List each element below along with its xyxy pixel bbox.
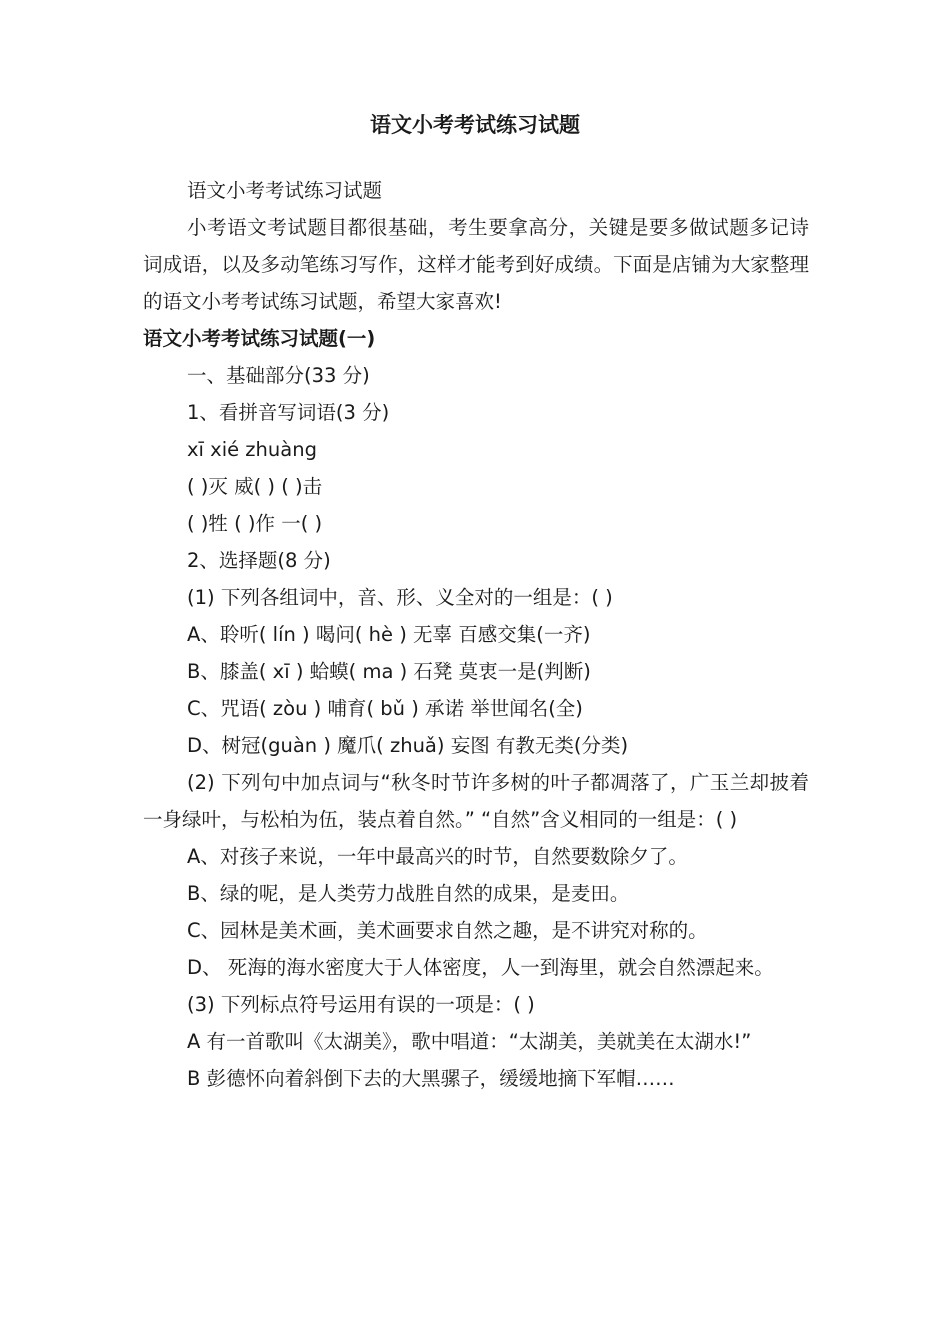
paragraph: C、园林是美术画，美术画要求自然之趣，是不讲究对称的。	[187, 919, 708, 942]
paragraph: (3) 下列标点符号运用有误的一项是：( )	[187, 993, 535, 1016]
paragraph: 1、看拼音写词语(3 分)	[187, 401, 390, 424]
paragraph: B、绿的呢，是人类劳力战胜自然的成果，是麦田。	[187, 882, 630, 905]
paragraph: ( )灭 威( ) ( )击	[187, 475, 323, 498]
paragraph: A、聆听( lín ) 喝问( hè ) 无辜 百感交集(一齐)	[187, 623, 591, 646]
paragraph: 语文小考考试练习试题	[187, 179, 383, 202]
section-heading: 语文小考考试练习试题(一)	[143, 327, 376, 350]
paragraph: ( )牲 ( )作 一( )	[187, 512, 323, 535]
paragraph: B 彭德怀向着斜倒下去的大黑骡子，缓缓地摘下军帽……	[187, 1067, 675, 1090]
paragraph: C、咒语( zòu ) 哺育( bǔ ) 承诺 举世闻名(全)	[187, 697, 583, 720]
paragraph: 小考语文考试题目都很基础，考生要拿高分，关键是要多做试题多记诗词成语，以及多动笔练习写作，这样才能考到好成绩。下面是店铺为大家整理的语文小考考试练习试题，希望大家喜欢!	[143, 216, 809, 313]
paragraph: D、 死海的海水密度大于人体密度，人一到海里，就会自然漂起来。	[187, 956, 774, 979]
paragraph: (2) 下列句中加点词与“秋冬时节许多树的叶子都凋落了，广玉兰却披着一身绿叶，与松柏为伍，装点着自然。” “自然”含义相同的一组是：( )	[143, 771, 809, 831]
paragraph: 一、基础部分(33 分)	[187, 364, 370, 387]
paragraph: D、树冠(guàn ) 魔爪( zhuǎ) 妄图 有教无类(分类)	[187, 734, 629, 757]
paragraph: A、对孩子来说，一年中最高兴的时节，自然要数除夕了。	[187, 845, 688, 868]
document-body	[143, 172, 809, 1097]
paragraph: 2、选择题(8 分)	[187, 549, 331, 572]
paragraph: (1) 下列各组词中，音、形、义全对的一组是：( )	[187, 586, 613, 609]
paragraph: B、膝盖( xī ) 蛤蟆( ma ) 石凳 莫衷一是(判断)	[187, 660, 591, 683]
paragraph: xī xié zhuàng	[187, 438, 317, 461]
paragraph: A 有一首歌叫《太湖美》，歌中唱道：“太湖美，美就美在太湖水!”	[187, 1030, 752, 1053]
document-title: 语文小考考试练习试题	[370, 113, 580, 137]
